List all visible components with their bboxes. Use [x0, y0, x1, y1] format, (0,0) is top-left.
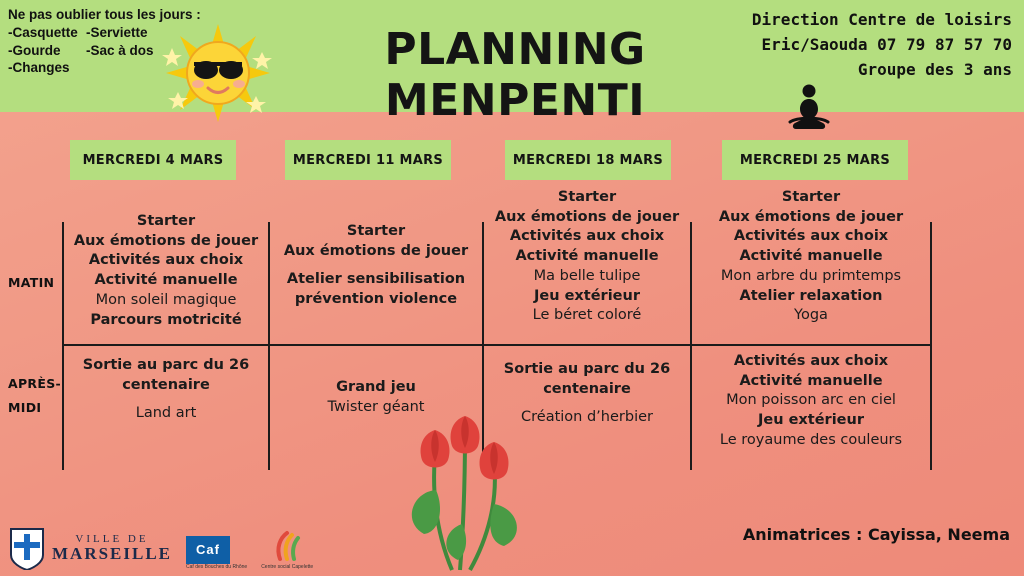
cell-line: Activité manuelle	[739, 248, 883, 265]
reminders-column-2	[86, 24, 164, 77]
cell-line: Activités aux choix	[733, 353, 889, 369]
cell-line: Yoga	[794, 307, 828, 324]
cell-line: Le béret coloré	[532, 307, 642, 324]
logo-ville-de-marseille	[8, 526, 172, 570]
cell-line: prévention violence	[294, 291, 458, 308]
cell-line: Starter	[781, 189, 841, 205]
cell-afternoon-0	[64, 356, 268, 424]
row-label-afternoon	[8, 372, 61, 420]
cell-line: Starter	[136, 213, 196, 229]
reminder-item: -Sac à dos	[86, 42, 154, 58]
cell-line: Mon arbre du primtemps	[720, 267, 902, 284]
cell-line: Activités aux choix	[88, 252, 244, 269]
marseille-crest-icon	[8, 526, 46, 570]
reminders-column-1	[8, 24, 86, 77]
contact-line-1: Direction Centre de loisirs	[751, 10, 1012, 29]
reminder-item: -Changes	[8, 60, 70, 76]
cell-line: Starter	[557, 189, 617, 205]
cell-spacer	[484, 399, 690, 408]
page-title: PLANNING MENPENTI	[384, 24, 646, 126]
cell-line: Sortie au parc du 26	[82, 357, 250, 373]
marseille-line-2: MARSEILLE	[52, 543, 173, 563]
date-header-2: MERCREDI 18 MARS	[505, 140, 671, 180]
centre-social-icon	[266, 530, 308, 562]
marseille-line-1: VILLE DE	[75, 532, 149, 545]
cell-line: Activités aux choix	[733, 228, 889, 245]
cell-line: Activité manuelle	[739, 372, 883, 389]
cell-afternoon-3	[692, 352, 930, 451]
contact-line-3: Groupe des 3 ans	[857, 59, 1012, 79]
cell-line: Jeu extérieur	[534, 287, 640, 304]
cell-line: Mon poisson arc en ciel	[726, 392, 896, 409]
cell-line: Aux émotions de jouer	[718, 208, 904, 225]
cell-line: Parcours motricité	[90, 311, 242, 328]
cell-line: Atelier sensibilisation	[286, 271, 466, 288]
row-label-morning: MATIN	[8, 275, 55, 290]
cell-line: Sortie au parc du 26	[503, 361, 671, 377]
date-header-1: MERCREDI 11 MARS	[285, 140, 451, 180]
footer-logos	[8, 526, 313, 570]
caf-caption: Caf des Bouches du Rhône	[186, 563, 248, 570]
reminder-item: -Serviette	[86, 24, 148, 40]
cell-line: Grand jeu	[336, 379, 416, 395]
date-header-3: MERCREDI 25 MARS	[722, 140, 908, 180]
reminder-item: -Casquette	[8, 24, 78, 40]
contact-info	[752, 8, 1012, 82]
cell-spacer	[270, 261, 482, 270]
cell-line: Starter	[346, 223, 406, 239]
cell-line: Aux émotions de jouer	[73, 232, 259, 249]
animatrices-label: Animatrices : Cayissa, Neema	[742, 525, 1010, 544]
cell-line: Aux émotions de jouer	[283, 242, 469, 259]
cell-line: Création d’herbier	[521, 409, 653, 426]
cell-line: Activités aux choix	[509, 228, 665, 245]
cell-line: Activité manuelle	[94, 272, 238, 289]
tulip-flowers-icon	[390, 412, 540, 574]
contact-line-2: Eric/Saouda 07 79 87 57 70	[761, 34, 1012, 54]
cell-line: centenaire	[122, 376, 210, 393]
cell-line: Land art	[135, 405, 197, 422]
cell-line: centenaire	[543, 380, 631, 397]
grid-line-horizontal	[62, 344, 932, 346]
yoga-meditation-icon	[785, 82, 833, 134]
date-header-0: MERCREDI 4 MARS	[70, 140, 236, 180]
centre-social-caption: Centre social Capelette	[261, 563, 314, 570]
cell-line: Activité manuelle	[515, 248, 659, 265]
cell-line: Le royaume des couleurs	[719, 431, 903, 448]
logo-centre-social	[261, 530, 313, 571]
cell-line: Atelier relaxation	[739, 287, 883, 304]
marseille-wordmark	[52, 533, 172, 564]
logo-caf	[186, 536, 247, 570]
cell-line: Aux émotions de jouer	[494, 208, 680, 225]
cell-morning-0	[64, 212, 268, 330]
cell-morning-3	[692, 188, 930, 326]
caf-mark: Caf	[186, 536, 230, 564]
row-label-afternoon-line2: MIDI	[8, 399, 42, 415]
cell-morning-1	[270, 222, 482, 310]
grid-line-vertical	[930, 222, 932, 470]
cell-line: Jeu extérieur	[758, 412, 864, 429]
cell-line: Ma belle tulipe	[533, 267, 641, 284]
row-label-afternoon-line1: APRÈS-	[8, 376, 61, 391]
cell-spacer	[64, 395, 268, 404]
cell-line: Twister géant	[327, 398, 425, 415]
reminder-item: -Gourde	[8, 42, 61, 58]
cell-line: Mon soleil magique	[95, 291, 237, 308]
cell-morning-2	[484, 188, 690, 326]
reminders-title: Ne pas oublier tous les jours :	[8, 7, 201, 22]
